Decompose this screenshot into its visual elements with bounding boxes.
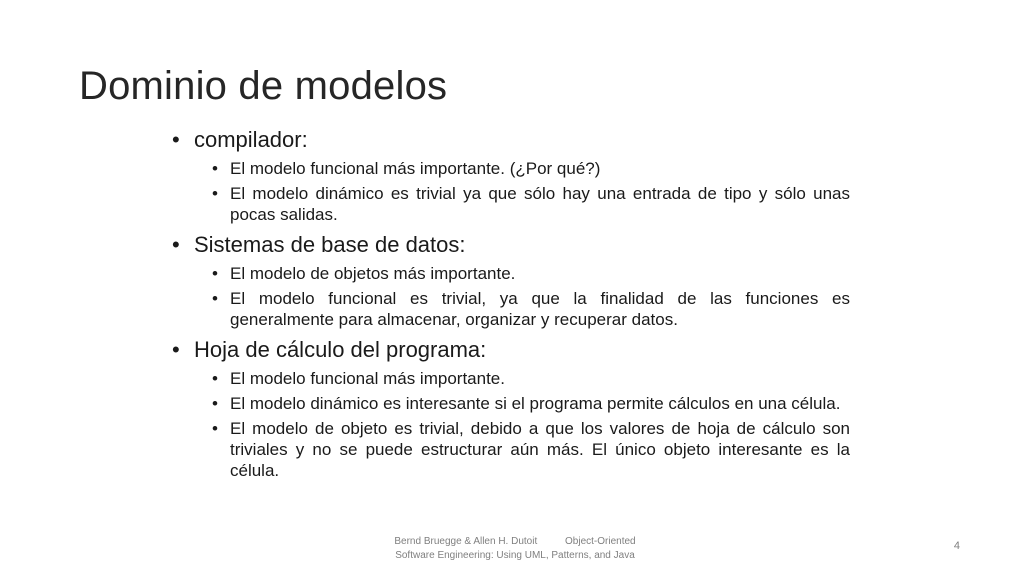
page-number: 4 [953,540,960,552]
list-item [170,418,850,481]
list-item [170,393,850,414]
bullet-icon: • [212,264,218,283]
bullet-icon: • [212,289,218,308]
bullet-icon: • [212,159,218,178]
list-item [170,288,850,330]
bullet-icon: • [212,369,218,388]
section-compilador [170,126,850,225]
bullet-icon: • [212,394,218,413]
bullet-icon: • [212,419,218,438]
list-item-text: El modelo dinámico es trivial ya que sólo hay una entrada de tipo y sólo unas pocas salidas. [230,184,850,224]
slide-body [170,120,850,487]
section-heading [170,126,850,154]
list-item-text: El modelo de objetos más importante. [230,264,516,283]
list-item-text: El modelo dinámico es interesante si el programa permite cálculos en una célula. [230,394,841,413]
list-item-text: El modelo funcional más importante. (¿Por qué?) [230,159,601,178]
list-item-text: El modelo funcional es trivial, ya que la finalidad de las funciones es generalmente para almacenar, organizar y recuperar datos. [230,289,850,329]
list-item [170,368,850,389]
footer-line-1: Bernd Bruegge & Allen H. Dutoit Object-Oriented [394,536,636,547]
list-item [170,183,850,225]
section-heading [170,336,850,364]
bullet-icon: • [212,184,218,203]
section-heading-text: compilador: [194,127,308,152]
section-base-de-datos [170,231,850,330]
footer-line-2: Software Engineering: Using UML, Patterns, and Java [395,550,635,561]
section-heading-text: Sistemas de base de datos: [194,232,466,257]
list-item [170,263,850,284]
list-item-text: El modelo funcional más importante. [230,369,505,388]
slide-title: Dominio de modelos [79,64,448,108]
bullet-icon: • [172,337,180,362]
list-item [170,158,850,179]
section-heading-text: Hoja de cálculo del programa: [194,337,487,362]
bullet-icon: • [172,127,180,152]
slide-footer [340,535,690,563]
section-hoja-de-calculo [170,336,850,481]
section-heading [170,231,850,259]
list-item-text: El modelo de objeto es trivial, debido a que los valores de hoja de cálculo son triviales y no se puede estructurar aún más. El único objeto interesante es la célula. [230,419,850,480]
bullet-icon: • [172,232,180,257]
